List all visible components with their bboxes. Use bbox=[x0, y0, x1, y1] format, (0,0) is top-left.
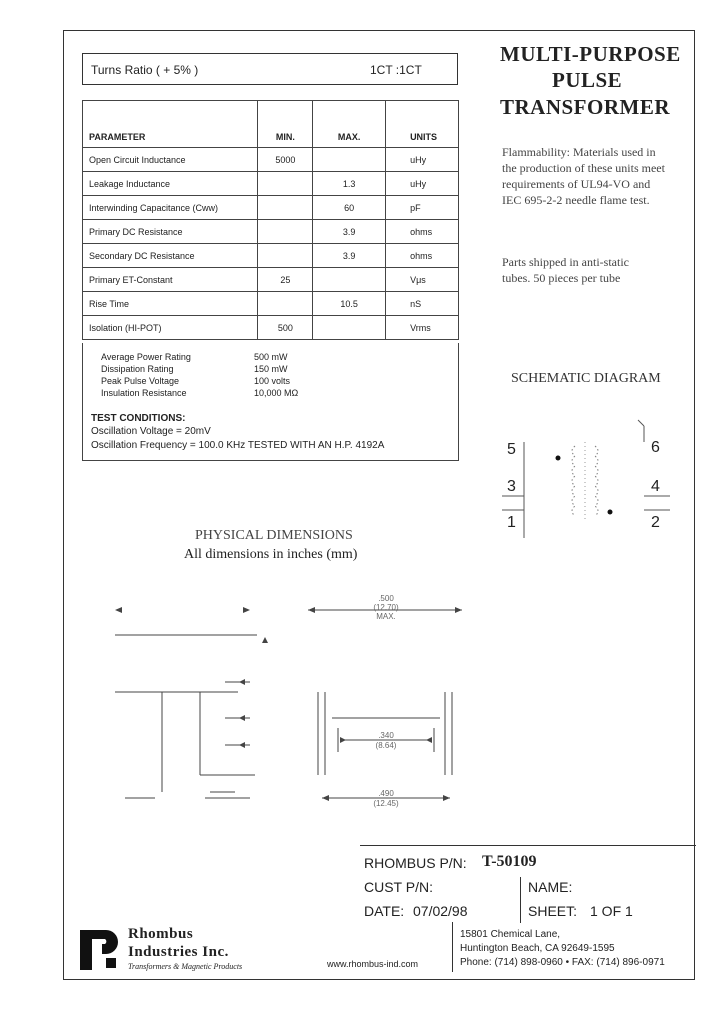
param-units: uHy bbox=[386, 172, 459, 196]
schematic-title: SCHEMATIC DIAGRAM bbox=[511, 371, 661, 386]
param-name: Isolation (HI-POT) bbox=[83, 316, 258, 340]
phone-fax: Phone: (714) 898-0960 • FAX: (714) 896-0971 bbox=[460, 957, 665, 968]
param-units: Vμs bbox=[386, 268, 459, 292]
arrow-width-left bbox=[308, 607, 315, 613]
pin-label-5: 5 bbox=[507, 441, 516, 458]
width-value: .500 bbox=[378, 594, 394, 603]
company-name-line1: Rhombus bbox=[128, 926, 194, 942]
param-min bbox=[258, 196, 313, 220]
param-max bbox=[313, 316, 386, 340]
table-row bbox=[83, 292, 459, 316]
rating-value: 500 mW bbox=[254, 352, 288, 362]
table-row bbox=[83, 196, 459, 220]
table-row bbox=[83, 148, 459, 172]
param-max: 10.5 bbox=[313, 292, 386, 316]
arrow-inner-left bbox=[340, 737, 346, 743]
physical-dimensions-subtitle: All dimensions in inches (mm) bbox=[184, 547, 358, 562]
turns-ratio-value: 1CT :1CT bbox=[370, 63, 422, 77]
rhombus-pn-label: RHOMBUS P/N: bbox=[364, 855, 467, 871]
arrow-tick-3 bbox=[239, 742, 245, 748]
polarity-dot-primary bbox=[556, 456, 561, 461]
param-units: uHy bbox=[386, 148, 459, 172]
inner-dimension bbox=[366, 731, 406, 751]
part-info-divider bbox=[520, 877, 521, 923]
table-row bbox=[83, 172, 459, 196]
rhombus-pn-value: T-50109 bbox=[482, 853, 537, 870]
param-name: Rise Time bbox=[83, 292, 258, 316]
logo-square bbox=[106, 958, 116, 968]
param-max bbox=[313, 268, 386, 292]
header-max: MAX. bbox=[313, 101, 386, 148]
rating-value: 150 mW bbox=[254, 364, 288, 374]
ratings-box bbox=[82, 343, 459, 461]
date-value: 07/02/98 bbox=[413, 903, 468, 919]
param-name: Interwinding Capacitance (Cww) bbox=[83, 196, 258, 220]
rating-label: Peak Pulse Voltage bbox=[101, 376, 180, 386]
param-units: pF bbox=[386, 196, 459, 220]
length-mm: (12.45) bbox=[373, 799, 399, 808]
address-line-2: Huntington Beach, CA 92649-1595 bbox=[460, 943, 615, 954]
arrow-inner-right bbox=[426, 737, 432, 743]
param-min bbox=[258, 244, 313, 268]
sheet-value: 1 OF 1 bbox=[590, 903, 633, 919]
company-name-line2: Industries Inc. bbox=[128, 944, 229, 960]
param-name: Secondary DC Resistance bbox=[83, 244, 258, 268]
name-label: NAME: bbox=[528, 879, 573, 895]
param-min: 500 bbox=[258, 316, 313, 340]
physical-drawing bbox=[100, 580, 480, 820]
param-name: Open Circuit Inductance bbox=[83, 148, 258, 172]
title-line-1: MULTI-PURPOSE bbox=[500, 42, 681, 66]
rating-label: Dissipation Rating bbox=[101, 364, 174, 374]
param-min bbox=[258, 292, 313, 316]
param-max: 3.9 bbox=[313, 244, 386, 268]
physical-dimensions-title: PHYSICAL DIMENSIONS bbox=[195, 528, 353, 543]
pin-label-3: 3 bbox=[507, 478, 516, 495]
rating-value: 100 volts bbox=[254, 376, 291, 386]
test-conditions-heading: TEST CONDITIONS: bbox=[91, 413, 186, 424]
shipping-note: Parts shipped in anti-static tubes. 50 pieces per tube bbox=[502, 255, 629, 285]
width-mm: (12.70) bbox=[373, 603, 399, 612]
part-info-rule-top bbox=[360, 845, 696, 846]
table-row bbox=[83, 244, 459, 268]
width-dimension bbox=[366, 594, 406, 621]
secondary-lead-top bbox=[638, 420, 644, 426]
inner-mm: (8.64) bbox=[375, 741, 397, 750]
length-dimension bbox=[366, 789, 406, 809]
arrow-tick-2 bbox=[239, 715, 245, 721]
param-name: Primary ET-Constant bbox=[83, 268, 258, 292]
spec-table-header bbox=[83, 101, 459, 148]
company-website[interactable]: www.rhombus-ind.com bbox=[327, 959, 419, 969]
arrow-width-right bbox=[455, 607, 462, 613]
inner-value: .340 bbox=[378, 731, 394, 740]
pin-label-4: 4 bbox=[651, 478, 660, 495]
title-line-3: TRANSFORMER bbox=[500, 95, 671, 119]
param-min bbox=[258, 220, 313, 244]
arrow-left-top bbox=[115, 607, 122, 613]
company-tagline: Transformers & Magnetic Products bbox=[128, 962, 243, 971]
rating-label: Insulation Resistance bbox=[101, 388, 187, 398]
param-units: Vrms bbox=[386, 316, 459, 340]
param-min bbox=[258, 172, 313, 196]
address-divider bbox=[452, 922, 453, 972]
rating-label: Average Power Rating bbox=[101, 352, 191, 362]
logo-bar bbox=[80, 930, 92, 970]
arrow-right-top bbox=[243, 607, 250, 613]
header-min: MIN. bbox=[258, 101, 313, 148]
turns-ratio-box bbox=[82, 53, 458, 85]
pin-label-6: 6 bbox=[651, 439, 660, 456]
arrow-vertical bbox=[262, 637, 268, 643]
test-condition-line: Oscillation Frequency = 100.0 KHz TESTED WITH AN H.P. 4192A bbox=[91, 440, 385, 451]
rating-value: 10,000 MΩ bbox=[254, 388, 299, 398]
param-units: ohms bbox=[386, 220, 459, 244]
date-label: DATE: bbox=[364, 903, 405, 919]
param-min: 25 bbox=[258, 268, 313, 292]
pin-label-2: 2 bbox=[651, 514, 660, 531]
test-condition-line: Oscillation Voltage = 20mV bbox=[91, 426, 211, 437]
param-name: Primary DC Resistance bbox=[83, 220, 258, 244]
param-max: 60 bbox=[313, 196, 386, 220]
param-units: ohms bbox=[386, 244, 459, 268]
param-max bbox=[313, 148, 386, 172]
length-value: .490 bbox=[378, 789, 394, 798]
flammability-note: Flammability: Materials used in the production of these units meet requirements of UL94-VO and IEC 695-2-2 needle flame test. bbox=[502, 145, 665, 207]
polarity-dot-secondary bbox=[608, 510, 613, 515]
param-max: 1.3 bbox=[313, 172, 386, 196]
table-row bbox=[83, 220, 459, 244]
param-units: nS bbox=[386, 292, 459, 316]
pin-label-1: 1 bbox=[507, 514, 516, 531]
arrow-tick-1 bbox=[239, 679, 245, 685]
width-note: MAX. bbox=[376, 612, 396, 621]
param-name: Leakage Inductance bbox=[83, 172, 258, 196]
cust-pn-label: CUST P/N: bbox=[364, 879, 433, 895]
turns-ratio-label: Turns Ratio ( + 5% ) bbox=[91, 63, 199, 77]
param-max: 3.9 bbox=[313, 220, 386, 244]
rhombus-logo-icon bbox=[78, 928, 122, 972]
address-line-1: 15801 Chemical Lane, bbox=[460, 929, 561, 940]
primary-coil bbox=[572, 446, 575, 516]
logo-bowl bbox=[92, 930, 118, 954]
table-row bbox=[83, 316, 459, 340]
arrow-length-right bbox=[443, 795, 450, 801]
sheet-label: SHEET: bbox=[528, 903, 578, 919]
arrow-length-left bbox=[322, 795, 329, 801]
header-parameter: PARAMETER bbox=[83, 101, 258, 148]
secondary-coil bbox=[595, 446, 598, 516]
title-line-2: PULSE bbox=[552, 68, 623, 92]
schematic-diagram bbox=[498, 410, 698, 540]
dim-arrows bbox=[115, 607, 462, 801]
header-units: UNITS bbox=[386, 101, 459, 148]
spec-table bbox=[82, 100, 459, 340]
table-row bbox=[83, 268, 459, 292]
param-min: 5000 bbox=[258, 148, 313, 172]
